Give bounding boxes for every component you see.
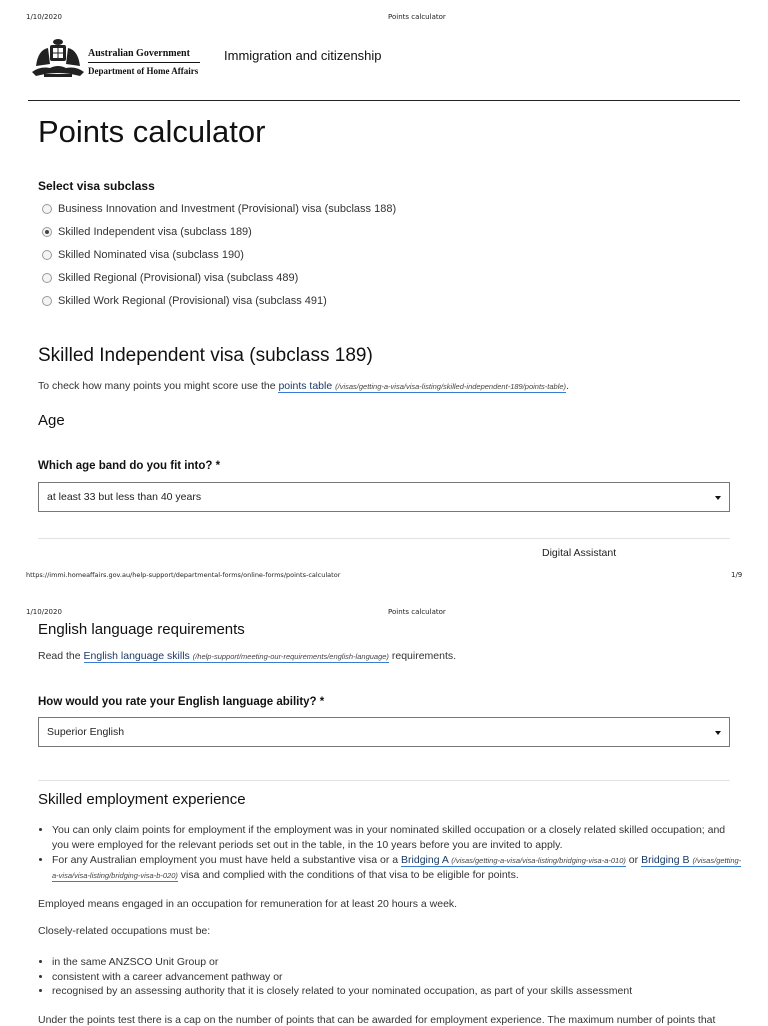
print-url: https://immi.homeaffairs.gov.au/help-support/departmental-forms/online-forms/points-calculator [26,571,341,579]
points-table-link-label[interactable]: points table [278,380,333,392]
radio-button-checked[interactable] [42,227,52,237]
english-skills-link-label[interactable]: English language skills [83,650,190,662]
list-item: • consistent with a career advancement pathway or [52,970,742,985]
age-band-value[interactable]: at least 33 but less than 40 years [47,491,202,503]
bullet-text: For any Australian employment you must have held a substantive visa or a [52,854,402,866]
age-heading: Age [38,412,65,429]
employment-bullets [38,823,742,883]
section-divider [38,780,730,781]
english-ability-value[interactable]: Superior English [47,726,125,738]
bridging-a-label[interactable]: Bridging A [401,854,449,866]
english-intro [38,650,456,662]
points-table-intro [38,380,569,392]
radio-button[interactable] [42,250,52,260]
coat-of-arms-icon [30,36,86,80]
list-item: • in the same ANZSCO Unit Group or [52,955,742,970]
bridging-a-url[interactable]: (/visas/getting-a-visa/visa-listing/bridging-visa-a-010) [451,856,626,865]
bridging-b-url[interactable]: (/visas/getting-a-visa/visa-listing/bridging-visa-b-020) [52,856,742,880]
intro-period: . [566,380,569,392]
list-item [52,853,742,883]
closely-related-text: Closely-related occupations must be: [38,925,211,937]
bullet-text: or [625,854,642,866]
closely-related-list [38,955,742,999]
age-band-select[interactable] [38,482,730,512]
english-heading: English language requirements [38,621,245,638]
print-title-page2: Points calculator [388,608,446,616]
radio-subclass-190[interactable] [42,247,244,263]
radio-label[interactable]: Skilled Work Regional (Provisional) visa (subclass 491) [58,295,327,307]
radio-subclass-189[interactable] [42,224,252,240]
header-divider [28,100,740,101]
print-page-number: 1/9 [731,571,743,579]
radio-subclass-489[interactable] [42,270,298,286]
employment-heading: Skilled employment experience [38,791,246,808]
english-skills-link[interactable] [84,650,389,663]
visa-subclass-label: Select visa subclass [38,179,155,193]
list-item: • recognised by an assessing authority that it is closely related to your nominated occupation, as part of your skills assessment [52,984,742,999]
government-logo-text [88,48,200,76]
radio-subclass-491[interactable] [42,293,327,309]
points-table-link[interactable] [278,380,566,393]
print-date-page2: 1/10/2020 [26,608,62,616]
site-title[interactable]: Immigration and citizenship [224,48,382,63]
points-table-link-url[interactable]: (/visas/getting-a-visa/visa-listing/skilled-independent-189/points-table) [335,382,567,391]
points-cap-text: Under the points test there is a cap on the number of points that can be awarded for employment experience. The maximum number of points that [38,1014,716,1026]
bullet-text: visa and complied with the conditions of that visa to be eligible for points. [177,869,519,881]
english-question-label: How would you rate your English language ability? * [38,696,325,708]
bridging-b-label[interactable]: Bridging B [641,854,690,866]
list-item: • You can only claim points for employment if the employment was in your nominated skilled occupation or a closely related skilled occupation; and you were employed for the relevant periods set out in the table, in the 10 years before you are invited to apply. [52,823,742,853]
radio-label[interactable]: Business Innovation and Investment (Provisional) visa (subclass 188) [58,203,397,215]
gov-name: Australian Government [88,48,200,63]
print-date: 1/10/2020 [26,13,62,21]
employed-means-text: Employed means engaged in an occupation for remuneration for at least 20 hours a week. [38,898,458,910]
digital-assistant-button[interactable]: Digital Assistant [542,547,617,559]
radio-button[interactable] [42,204,52,214]
print-title: Points calculator [388,13,446,21]
radio-button[interactable] [42,296,52,306]
dropdown-caret-icon[interactable] [715,731,721,735]
section-title: Skilled Independent visa (subclass 189) [38,345,373,366]
radio-label[interactable]: Skilled Nominated visa (subclass 190) [58,249,244,261]
english-ability-select[interactable] [38,717,730,747]
dropdown-caret-icon[interactable] [715,496,721,500]
radio-button[interactable] [42,273,52,283]
radio-label[interactable]: Skilled Regional (Provisional) visa (subclass 489) [58,272,299,284]
english-intro-text: Read the [38,650,84,662]
page-title: Points calculator [38,114,266,149]
radio-label[interactable]: Skilled Independent visa (subclass 189) [58,226,252,238]
english-skills-link-url[interactable]: (/help-support/meeting-our-requirements/english-language) [192,652,389,661]
radio-subclass-188[interactable] [42,201,396,217]
intro-text: To check how many points you might score use the [38,380,279,392]
age-question-label: Which age band do you fit into? * [38,460,221,472]
section-divider [38,538,730,539]
dept-name: Department of Home Affairs [88,66,199,76]
bridging-a-link[interactable] [401,854,626,867]
english-intro-after: requirements. [388,650,457,662]
